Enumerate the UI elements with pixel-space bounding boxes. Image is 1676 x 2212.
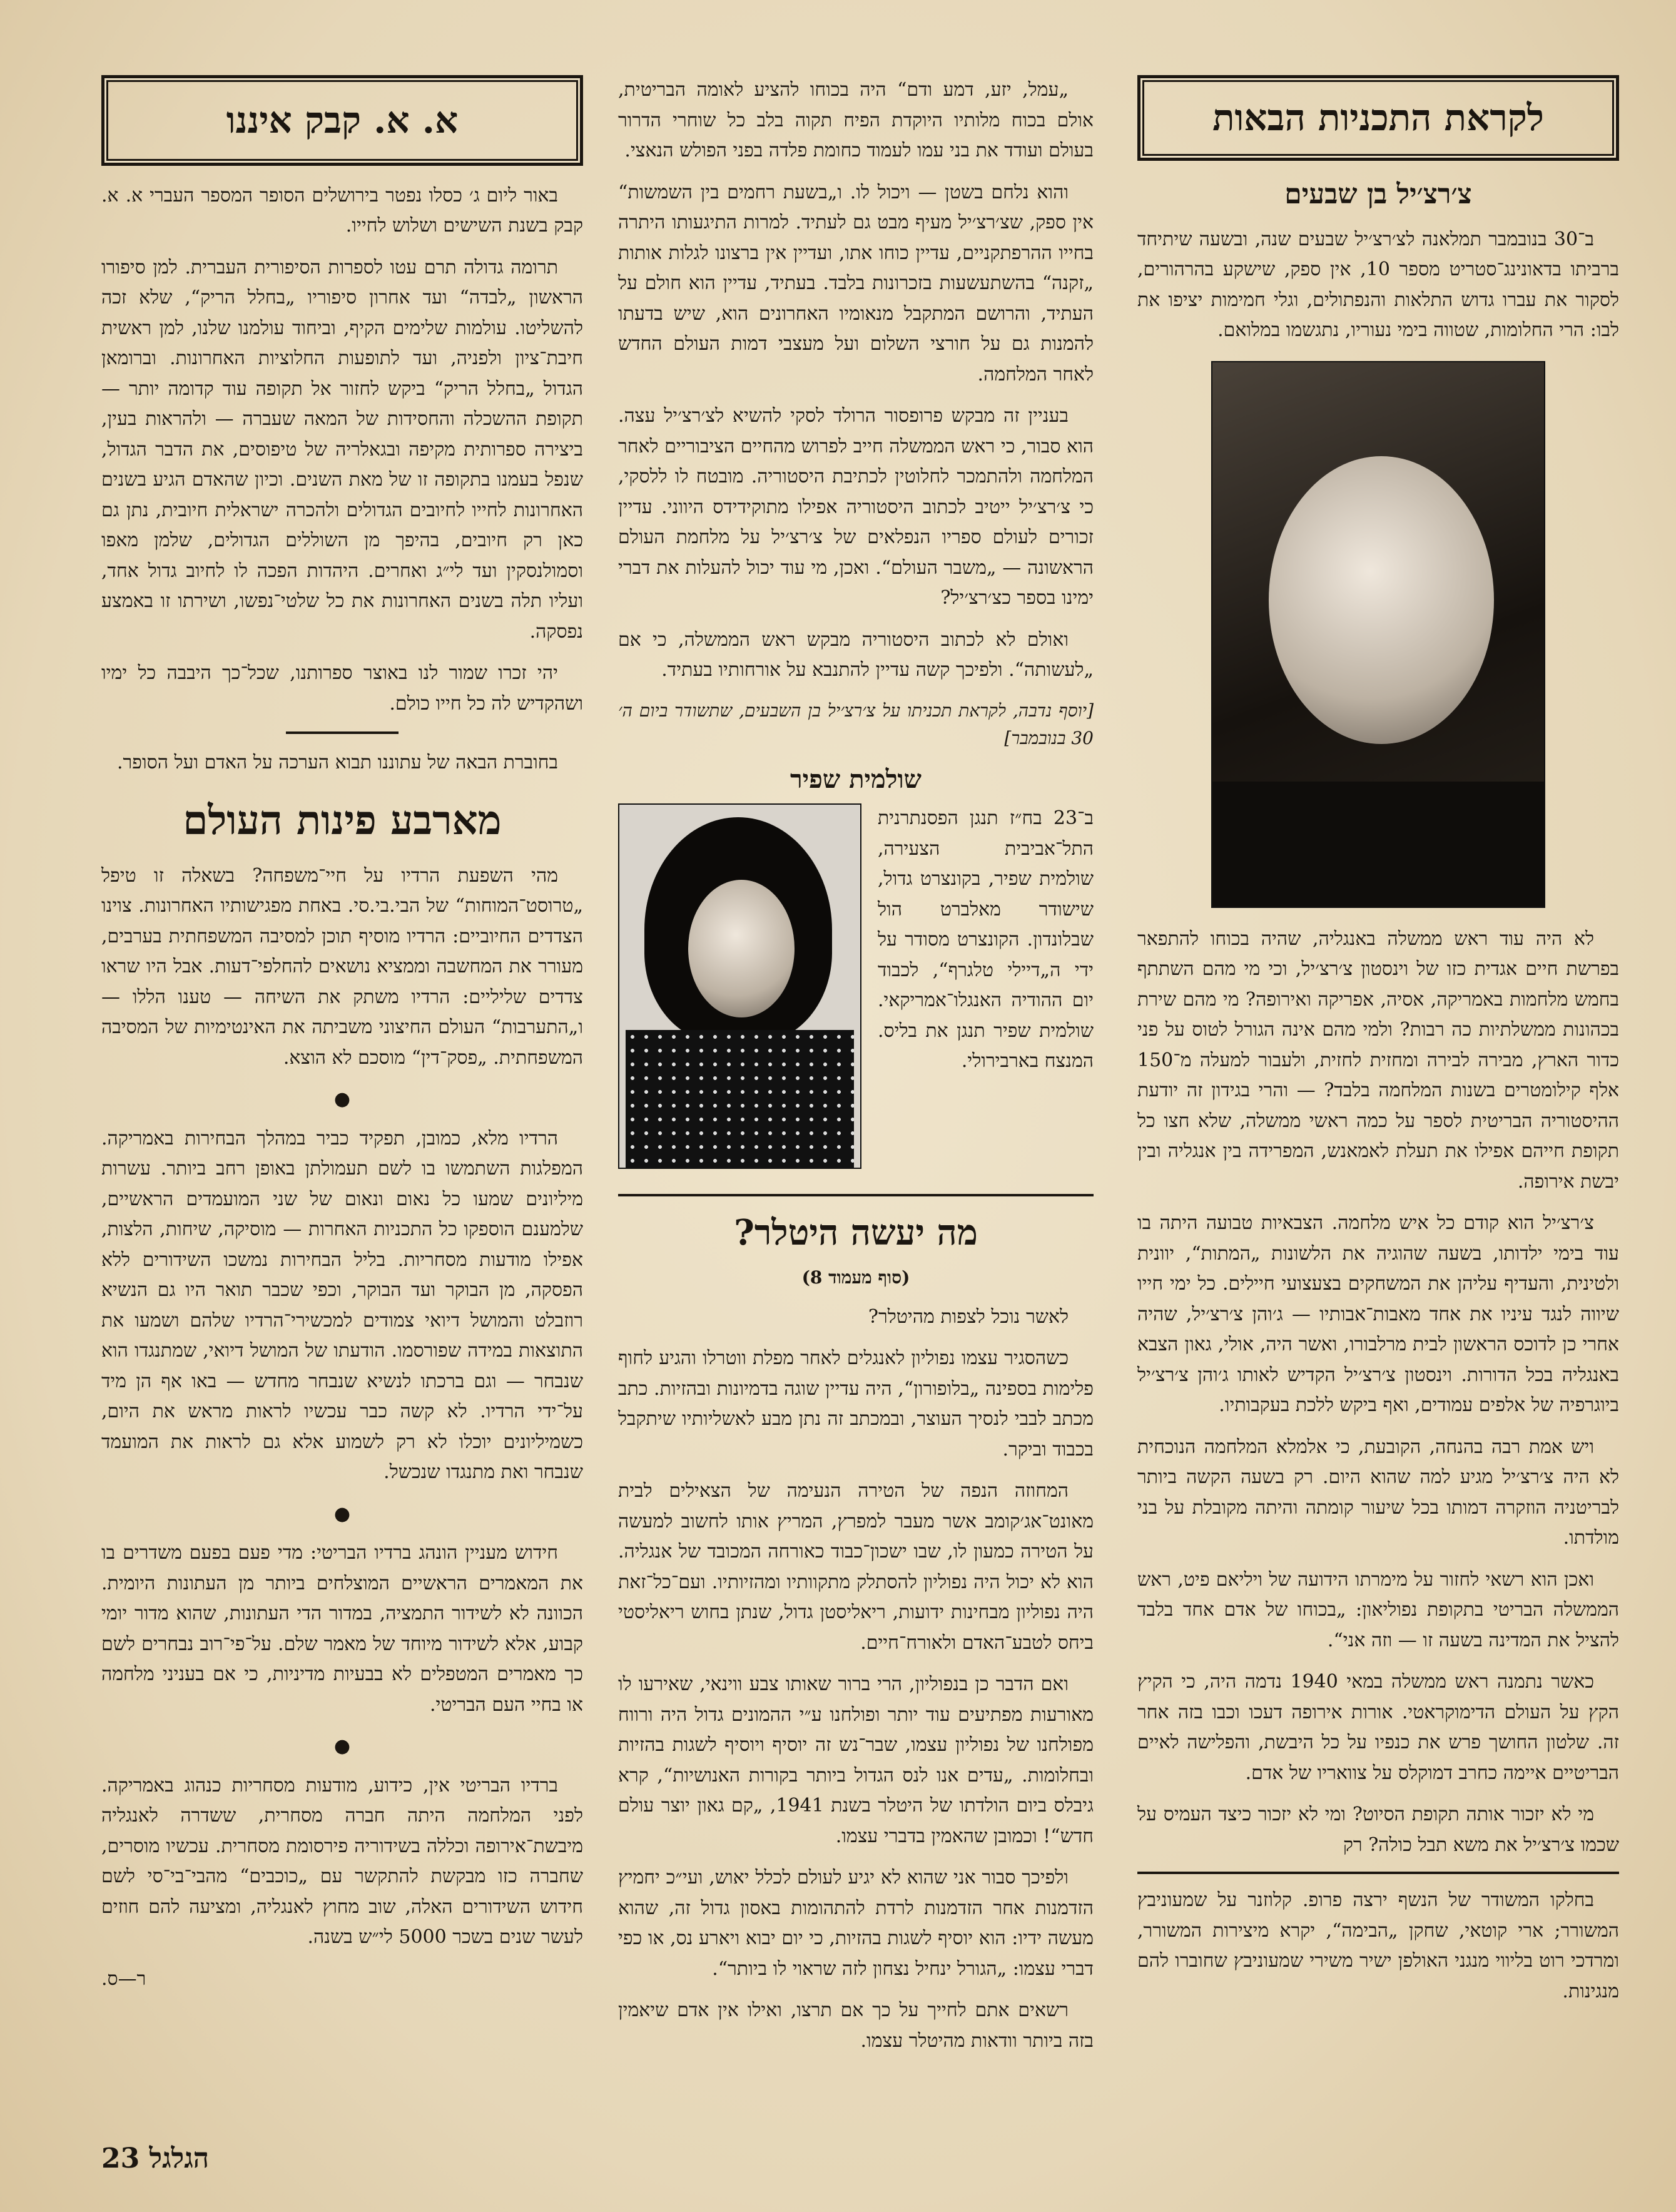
broadcast-note: בחלקו המשודר של הנשף ירצה פרופ. קלוזנר על שמעוניבץ המשורר; ארי קוטאי, שחקן „הבימה“, יקרא מיצירות המשורר, ומרדכי רוט בליווי מנגני האולפן ישיר משירי שמעוניבץ שחוברו להם מנגינות. — [1137, 1889, 1619, 2002]
bullet-separator: ● — [333, 1502, 351, 1525]
author-note: [יוסף נדבה, לקראת תכניתו על צ׳רצ׳יל בן השבעים, שתשודר ביום ה׳ 30 בנובמבר] — [618, 700, 1094, 748]
hitler-p3: המחוזה הנפה של הטירה הנעימה של הצאילים לבית מאונט־אג׳קומב אשר מעבר למפרץ, המריץ אותו לחשוב למעשה על הטירה כמעון לו, שבו ישכון־כבוד כאורחה המכובד של אנגליה. הוא לא יכול היה נפוליון להסתלק מתקוותיו ומהזיותיו. ועם־כל־זאת היה נפוליון מבחינות ידועות, ריאליסטן גדול, שנתן בחוש ריאליסטי ביחס לטבע־האדם ולאורח־חיים. — [618, 1480, 1094, 1654]
churchill-cont-p3: בעניין זה מבקש פרופסור הרולד לסקי להשיא לצ׳רצ׳יל עצה. הוא סבור, כי ראש הממשלה חייב לפרוש מהחיים הציבוריים לאחר המלחמה ולהתמכר לחלוטין לכתיבת היסטוריה. מובטח לו ללסקי, כי צ׳רצ׳יל ייטיב לכתוב היסטוריה אפילו מתוקידידס היווני. עדיין זכורים לעולם ספריו הנפלאים של צ׳רצ׳יל על מלחמת העולם הראשונה — „משבר העולם“. ואכן, מי עוד יכול להעלות את דברי ימינו בספר כצ׳רצ׳יל? — [618, 405, 1094, 609]
bullet-separator: ● — [333, 1088, 351, 1110]
section-title: לקראת התכניות הבאות — [1212, 96, 1544, 139]
shulamit-block — [618, 803, 1094, 1169]
churchill-cont-p2: והוא נלחם בשטן — ויכול לו. ו„בשעת רחמים בין השמשות“ אין ספק, שצ׳רצ׳יל מעיף מבט גם לעתיד. למרות התיגעותו היתרה בחייו ההרפתקניים, עדיין כוחו אתו, ועדיין אין ברצונו לגלות אותות „זקנה“ בהשתעשעות בזכרונות בלבד. בעתיד, עדיין הוא חולם על העתיד, והרושם המתקבל מנאומיו האחרונים הוא, שיש בדעתו להמנות גם על חורצי השלום ועל מעצבי דמות העולם החדש לאחר המלחמה. — [618, 181, 1094, 385]
world-corners-title: מארבע פינות העולם — [183, 797, 502, 844]
signature: ר—ס. — [101, 1967, 146, 1990]
kabak-p1: באור ליום ג׳ כסלו נפטר בירושלים הסופר המספר העברי א. א. קבק בשנת השישים ושלוש לחייו. — [101, 184, 583, 237]
section-title-box — [1137, 75, 1619, 161]
kabak-p3: יהי זכרו שמור לנו באוצר ספרותנו, שכל־כך היבבה כל ימיו ושהקדיש לה כל חייו כולם. — [101, 662, 583, 715]
page-footer: הגלגל 23 — [101, 2143, 210, 2174]
hitler-subtitle: (סוף מעמוד 8) — [801, 1267, 910, 1288]
hitler-p6: רשאים אתם לחייך על כך אם תרצו, ואילו אין אדם שיאמין בזה ביותר וודאות מהיטלר עצמו. — [618, 1999, 1094, 2052]
churchill-p1: ב־30 בנובמבר תמלאנה לצ׳רצ׳יל שבעים שנה, ובשעה שיתיחד ברביתו בדאונינג־סטריט מספר 10, אין ספק, שישקע בהרהורים, לסקור את עברו גדוש התלאות והנפתולים, וגלי חמימות יציפו את לבו: הרי החלומות, שטווה בימי נעוריו, נתגשמו במלואם. — [1137, 228, 1619, 341]
hitler-p4: ואם הדבר כן בנפוליון, הרי ברור שאותו צבע ווינאי, שאירעו לו מאורעות מפתיעים עוד יותר ופולחנו ע״י ההמונים גדול היה ורווח מפולחנו של נפוליון עצמו, שבר־נש זה יוסיף ויוסיף לשגות בהזיות ובחלומות. „עדים אנו לנס הגדול ביותר בקורות האנושיות“, קרא גיבלס ביום הולדתו של היטלר בשנת 1941, „קם גאון יוצר עולם חדש“! וכמובן שהאמין בדברי עצמו. — [618, 1673, 1094, 1847]
kabak-title: א. א. קבק איננו — [226, 99, 459, 141]
churchill-p6: כאשר נתמנה ראש ממשלה במאי 1940 נדמה היה, כי הקיץ הקץ על העולם הדימוקראטי. אורות אירופה דעכו וכבו בזה אחר זה. שלטון החושך פרש את כנפיו על כל היבשת, והפלישה לאיים הבריטיים איימה כחרב דמוקלס על צוואריו של אדם. — [1137, 1671, 1619, 1784]
world-p3: חידוש מעניין הונהג ברדיו הבריטי: מדי פעם בפעם משדרים בו את המאמרים הראשיים המוצלחים ביותר מן העתונות היומית. הכוונה לא לשידור התמציה, במדור הדי העתונות, שהוא מדור יומי קבוע, אלא לשידור מיוחד של מאמר שלם. על־פי־רוב נבחרים לשם כך מאמרים המטפלים לא בבעיות מדיניות, כי אם בעניני מלחמה או בחיי העם הבריטי. — [101, 1542, 583, 1716]
divider — [1137, 1872, 1619, 1874]
shulamit-photo — [618, 803, 861, 1169]
bullet-separator: ● — [333, 1735, 351, 1757]
shulamit-heading: שולמית שפיר — [790, 764, 922, 794]
world-p4: ברדיו הבריטי אין, כידוע, מודעות מסחריות כנהוג באמריקה. לפני המלחמה היתה חברה מסחרית, ששדרה לאנגליה מיבשת־אירופה וכללה בשידוריה פירסומת מסחרית. עכשיו מוסרים, שחברה כזו מבקשת להתקשר עם „כוכבים“ מהבי־בי־סי לשם חידוש השידורים האלה, שוב מחוץ לאנגליה, ומציעה להם חוזים לעשר שנים בשכר 5000 לי״ש בשנה. — [101, 1774, 583, 1948]
left-column — [101, 75, 583, 1994]
churchill-cont-p4: ואולם לא לכתוב היסטוריה מבקש ראש הממשלה, כי אם „לעשותה“. ולפיכך קשה עדיין להתנבא על אורחותיו בעתיד. — [618, 628, 1094, 681]
hitler-p2: כשהסגיר עצמו נפוליון לאנגלים לאחר מפלת ווטרלו והגיע לחוף פלימות בספינה „בלופורון“, היה עדיין שוגה בדמיונות ובהזיות. כתב מכתב לבבי לנסיך העוצר, ובמכתב זה נתן מבע לאשליותיו שיתקבל בכבוד וביקר. — [618, 1347, 1094, 1460]
world-p2: הרדיו מלא, כמובן, תפקיד כביר במהלך הבחירות באמריקה. המפלגות השתמשו בו לשם תעמולתן באופן רחב ביותר. עשרות מיליונים שמעו כל נאום ונאום של שני המועמדים הראשיים, שלמענם הוספקו כל התכניות האחרות — מוסיקה, שיחות, הלצות, אפילו מודעות מסחריות. בליל הבחירות נמשכו השידורים ללא הפסקה, מן הבוקר ועד הבוקר, וכפי שכבר תואר היו גם הנשיא רוזבלט והמושל דיואי צמודים למכשירי־הרדיו שלהם ושמעו את התוצאות במידה שפורסמו. הודעתו של המושל דיואי, שמתנגדו הוא שנבחר — וגם ברכתו לנשיא שנבחר מחדש — באו אף הן מיד על־ידי הרדיו. לא קשה כבר עכשיו לראות מראש את היום, כשמיליונים יוכלו לא רק לשמוע אלא גם לראות את המועמד שנבחר ואת מתנגדו שנכשל. — [101, 1127, 583, 1483]
kabak-p4: בחוברת הבאה של עתוננו תבוא הערכה על האדם ועל הסופר. — [117, 752, 558, 773]
churchill-p4: ויש אמת רבה בהנחה, הקובעת, כי אלמלא המלחמה הנוכחית לא היה צ׳רצ׳יל מגיע למה שהוא היום. רק בשעה הקשה ביותר לבריטניה הוזקרה דמותו בכל שיעור קומתה והיתה מקובלת על בני מולדתו. — [1137, 1435, 1619, 1549]
hitler-p5: ולפיכך סבור אני שהוא לא יגיע לעולם לכלל יאוש, ועי״כ יחמיץ הזדמנות אחר הזדמנות לרדת להתהומות באסון גדול זה, שהוא מעשה ידיו: הוא יוסיף לשגות בהזיות, כי יום יבוא ויארע נס, או כפי דברי עצמו: „הגורל ינחיל נצחון לזה שראוי לו ביותר“. — [618, 1867, 1094, 1980]
hitler-p1: לאשר נוכל לצפות מהיטלר? — [868, 1305, 1069, 1328]
middle-column — [618, 75, 1094, 2067]
churchill-cont-p1: „עמל, יזע, דמע ודם“ היה בכוחו להציע לאומה הבריטית, אולם בכוח מלותיו היוקדת הפיח תקוה בלב כל שוחרי הדרור בעולם ועודד את בני עמו לעמוד כחומת פלדה בפני הפולש הנאצי. — [618, 79, 1094, 161]
kabak-p2: תרומה גדולה תרם עטו לספרות הסיפורית העברית. למן סיפורו הראשון „לבדה“ ועד אחרון סיפוריו „בחלל הריק“, שלא זכה להשליטו. עולמות שלימים הקיף, וביחוד עולמנו שלנו, למן ראשית חיבת־ציון ולפניה, ועד לתופעות החלוציות האחרונות. וברומאן הגדול „בחלל הריק“ ביקש לחזור אל תקופה עוד קדומה יותר — תקופת ההשכלה והחסידות של המאה שעברה — ולהראות בעין, ביצירה ספרותית מקיפה ובגאלריה של טיפוסים, את הדבר הגדול, שנפל בעמנו בתקופה זו של מאת השנים. וכיון שהאדם הגיע בשנים האחרונות לחייו לחיובים הגדולים ולהכרה ישראלית חיובית, נתן גם כאן רק חיובים, בהיפך מן השוללים הגדולים, שלמן מאפו וסמולנסקין ועד לי״ג ואחרים. היהדות הפכה לו לחיוב גדול אחד, ועליו תלה בשנים האחרונות את כל שלטי־נפשו, ושירתו זו באמצע נפסקה. — [101, 256, 583, 643]
churchill-p7: מי לא יזכור אותה תקופת הסיוט? ומי לא יזכור כיצד העמיס על שכמו צ׳רצ׳יל את משא תבל כולה? רק — [1137, 1803, 1619, 1856]
churchill-photo — [1211, 361, 1545, 908]
right-column — [1137, 75, 1619, 2018]
churchill-p5: ואכן הוא רשאי לחזור על מימרתו הידועה של ויליאם פיט, ראש הממשלה הבריטי בתקופת נפוליאון: „בכוחו של אדם אחד בלבד להציל את המדינה בשעה זו — וזה אני“. — [1137, 1568, 1619, 1651]
churchill-p2: לא היה עוד ראש ממשלה באנגליה, שהיה בכוחו להתפאר בפרשת חיים אגדית כזו של וינסטון צ׳רצ׳יל, וכי מי מהם השתתף בחמש מלחמות באמריקה, אסיה, אפריקה ואירופה? מי מהם שירת בכהונות ממשלתיות כה רבות? ולמי מהם אינה הגורל לטוס על פני כדור הארץ, מבירה לבירה ומחזית לחזית, ולעבור למעלה מ־150 אלף קילומטרים בשנות המלחמה בלבד? — והרי בגידון זה יודעת ההיסטוריה הבריטית לספר על כמה ראשי ממשלה, שלא חצו כל תקופת חייהם אפילו את תעלת לאמאנש, המפרידה בין אנגליה ובין יבשת אירופה. — [1137, 927, 1619, 1193]
hitler-title: מה יעשה היטלר? — [734, 1212, 978, 1253]
churchill-headline: צ׳רצ׳יל בן שבעים — [1284, 178, 1472, 210]
kabak-title-box — [101, 75, 583, 166]
shulamit-text: ב־23 בח״ז תנגן הפסנתרנית התל־אביבית הצעירה, שולמית שפיר, בקונצרט גדול, שישודר מאלברט הול שבלונדון. הקונצרט מסודר על ידי ה„דיילי טלגרף“, לכבוד יום ההודיה האנגלו־אמריקאי. שולמית שפיר תנגן את בליס. המנצח בארבירולי. — [878, 807, 1094, 1072]
churchill-p3: צ׳רצ׳יל הוא קודם כל איש מלחמה. הצבאיות טבועה היתה בו עוד בימי ילדותו, בשעה שהוגיה את הלשונות „המתות“, יוונית ולטינית, והעדיף עליהן את המשחקים בצעצועי חיילים. כל ימי חייו שיווה לנגד עיניו את אחד מאבות־אבותיו — ג׳והן צ׳רצ׳יל, שהיה אחרי כן לדוכס הראשון לבית מרלבורו, ואשר היה, אולי, גאון הצבא באנגליה בכל הדורות. וינסטון צ׳רצ׳יל הקדיש לאותו ג׳והן צ׳רצ׳יל ביוגרפיה של אלפים עמודים, ואף ביקש ללכת בעקבותיו. — [1137, 1212, 1619, 1416]
divider — [618, 1194, 1094, 1196]
short-divider — [286, 731, 399, 734]
world-p1: מהי השפעת הרדיו על חיי־משפחה? בשאלה זו טיפל „טרוסט־המוחות“ של הבי.בי.סי. באחת מפגישותיו האחרונות. צוינו הצדדים החיוביים: הרדיו מוסיף תוכן למסיבה המשפחתית בערבים, מעורר את המחשבה וממציא נושאים להחלפי־דעות. אבל היו שראו צדדים שליליים: הרדיו משתק את השיחה — טענו הללו — ו„התערבות“ העולם החיצוני משביתה את האינטימיות של המסיבה המשפחתית. „פסק־דין“ מוסכם לא הוצא. — [101, 864, 583, 1069]
